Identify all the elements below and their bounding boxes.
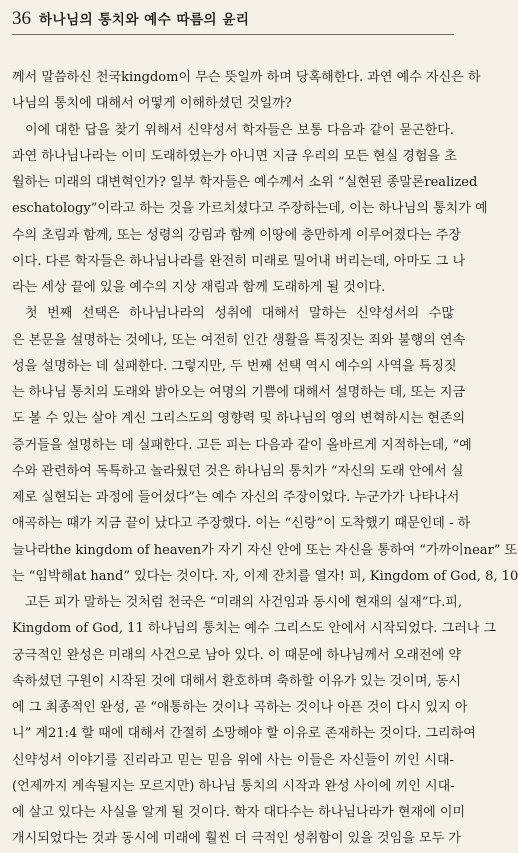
body-text [12,65,518,853]
text-line: eschatology”이라고 하는 것을 가르치셨다고 주장하는데, 이는 하나님의 통치가 예 [12,201,488,217]
page-number: 36 [12,8,31,29]
text-line: (언제까지 계속될지는 모르지만) 하나님 통치의 시작과 완성 사이에 끼인 시대- [12,778,455,794]
text-line: 신약성서 이야기를 진리라고 믿는 믿음 위에 사는 이들은 자신들이 끼인 시대- [12,752,454,768]
text-line: 께서 말씀하신 천국kingdom이 무슨 뜻일까 하며 당혹해한다. 과연 예수 자신은 하 [12,70,481,85]
text-line: Kingdom of God, 11 하나님의 통치는 예수 그리스도 안에서 시작되었다. 그러나 그 [12,621,497,637]
text-line: 수와 관련하여 독특하고 놀라웠던 것은 하나님의 통치가 “자신의 도래 안에서 실 [12,463,464,479]
text-line: 속하셨던 구원이 시작된 것에 대해서 환호하며 축하할 이유가 있는 것이며, 동시 [12,673,461,689]
text-line: 과연 하나님나라는 이미 도래하였는가 아니면 지금 우리의 모든 현실 경험을 초 [12,148,457,164]
text-line: 애곡하는 때가 지금 끝이 났다고 주장했다. 이는 “신랑”이 도착했기 때문인데 - 하 [12,516,471,532]
paragraph [12,301,518,590]
text-line: 고든 피가 말하는 것처럼 천국은 “미래의 사건임과 동시에 현재의 실재”다.피, [25,595,463,610]
paragraph [12,118,488,302]
text-line: 증거들을 설명하는 데 실패한다. 고든 피는 다음과 같이 올바르게 지적하는데, “예 [12,437,472,453]
text-line: 는 하나님 통치의 도래와 밝아오는 여명의 기쁨에 대해서 설명하는 데, 또는 지금 [12,385,466,400]
text-line: 개시되었다는 것과 동시에 미래에 훨씬 더 극적인 성취함이 있을 것임을 모두 가 [12,831,461,847]
text-line: 나님의 통치에 대해서 어떻게 이해하셨던 것일까? [12,96,292,112]
paragraph [12,590,497,853]
text-line: 라는 세상 끝에 있을 예수의 지상 재림과 함께 도래하게 될 것이다. [12,280,386,295]
text-line: 궁극적인 완성은 미래의 사건으로 남아 있다. 이 때문에 하나님께서 오래전에 약 [12,647,461,663]
text-line: 는 “임박해at hand” 있다는 것이다. 자, 이제 잔치를 열자! 피, Kingdom of God, 8, 10 [12,568,518,584]
paragraph [12,65,481,118]
text-line: 은 본문을 설명하는 것에나, 또는 여전히 인간 생활을 특징짓는 죄와 불행의 연속 [12,332,466,348]
text-line: 늘나라the kingdom of heaven가 자기 자신 안에 또는 자신을 통하여 “가까이near” 또 [12,542,518,558]
text-line: 이다. 다른 학자들은 하나님나라를 완전히 미래로 밀어내 버리는데, 아마도 그 나 [12,253,466,269]
text-line: 에 그 최종적인 완성, 곧 “애통하는 것이나 곡하는 것이나 아픈 것이 다시 있지 아 [12,700,468,715]
text-line: 제로 실현되는 과정에 들어섰다”는 예수 자신의 주장이었다. 누군가가 나타나서 [12,490,460,505]
text-line: 수의 초림과 함께, 또는 성령의 강림과 함께 이땅에 충만하게 이루어졌다는 주장 [12,227,461,243]
text-line: 월하는 미래의 대변혁인가? 일부 학자들은 예수께서 소위 “실현된 종말론realized [12,175,478,190]
running-head [12,8,454,35]
text-line: 이에 대한 답을 찾기 위해서 신약성서 학자들은 보통 다음과 같이 묻곤한다. [25,122,454,138]
text-line: 니” 계21:4 할 때에 대해서 간절히 소망해야 할 이유로 존재하는 것이다. 그리하여 [12,726,476,742]
text-line: 성을 설명하는 데 실패한다. 그렇지만, 두 번째 선택 역시 예수의 사역을 특징짓 [12,358,457,374]
text-line: 에 살고 있다는 사실을 알게 될 것이다. 학자 대다수는 하나님나라가 현재에 이미 [12,805,466,820]
text-line: 도 볼 수 있는 살아 계신 그리스도의 영향력 및 하나님의 영의 변혁하시는 현존의 [12,411,466,427]
text-line: 첫 번째 선택은 하나님나라의 성취에 대해서 말하는 신약성서의 수많 [25,306,454,322]
chapter-title: 하나님의 통치와 예수 따름의 윤리 [39,12,250,28]
